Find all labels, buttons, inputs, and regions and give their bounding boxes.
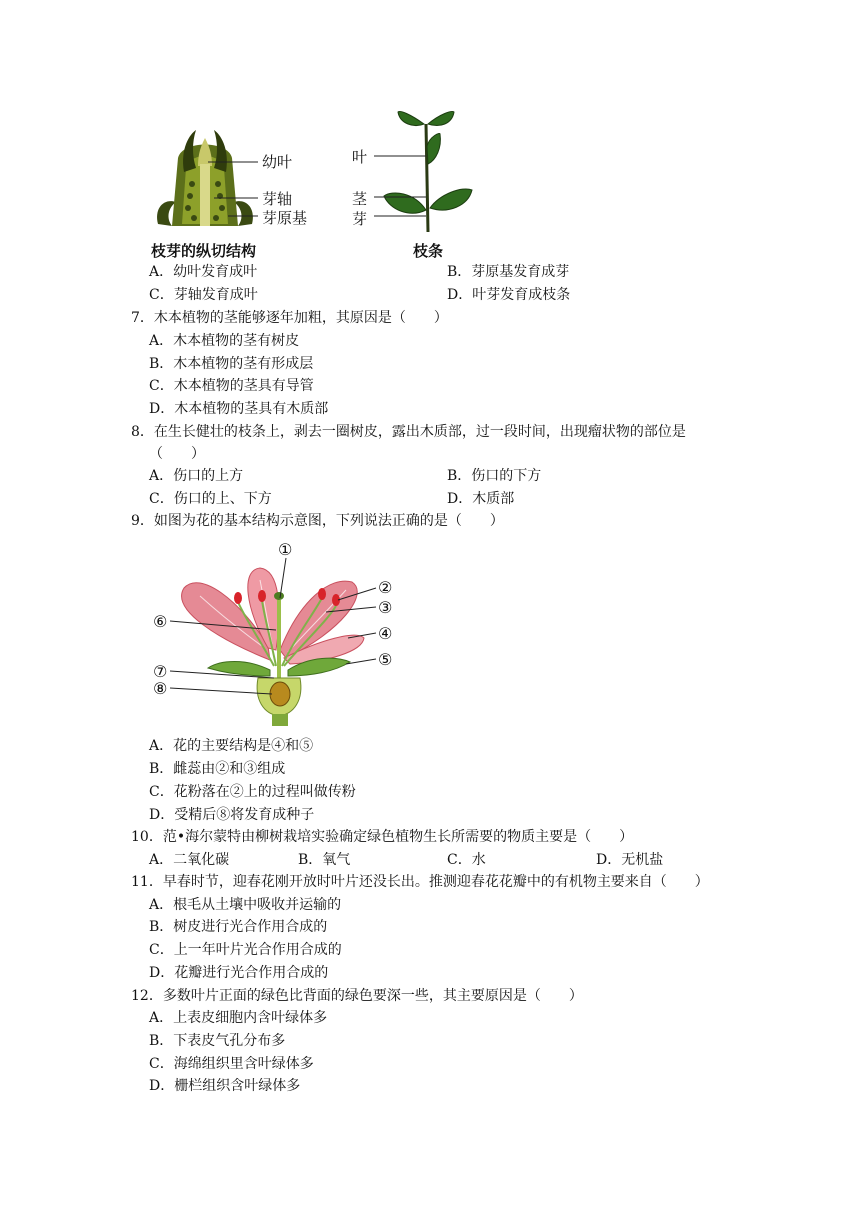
caption-bud-section: 枝芽的纵切结构 [151,242,257,260]
q9-option-d: D．受精后⑧将发育成种子 [149,807,315,823]
flower-number-1: ① [278,540,293,559]
q9-option-a: A．花的主要结构是④和⑤ [149,738,314,754]
q11-option-c: C．上一年叶片光合作用合成的 [149,942,342,958]
q7-option-c: C．木本植物的茎具有导管 [149,378,314,394]
q8-option-a: A．伤口的上方 [149,468,244,484]
flower-number-7: ⑦ [153,662,168,681]
q11-stem: 11．早春时节，迎春花刚开放时叶片还没长出。推测迎春花花瓣中的有机物主要来自（ ） [131,874,709,890]
q11-option-a: A．根毛从土壤中吸收并运输的 [149,897,342,913]
bud-leader-lines [200,150,260,222]
flower-leader-lines [150,540,400,726]
label-stem: 茎 [352,190,368,208]
q9-option-b: B．雌蕊由②和③组成 [149,761,286,777]
q6-option-b: B．芽原基发育成芽 [447,264,570,280]
q9-stem: 9．如图为花的基本结构示意图，下列说法正确的是（ ） [131,513,504,529]
label-bud-axis: 芽轴 [262,190,293,208]
q10-option-b: B．氧气 [298,852,351,868]
q7-stem: 7．木本植物的茎能够逐年加粗，其原因是（ ） [131,310,448,326]
q11-option-b: B．树皮进行光合作用合成的 [149,919,328,935]
q12-option-d: D．栅栏组织含叶绿体多 [149,1078,301,1094]
flower-number-2: ② [378,578,393,597]
q12-option-a: A．上表皮细胞内含叶绿体多 [149,1010,328,1026]
q12-option-c: C．海绵组织里含叶绿体多 [149,1056,314,1072]
q10-option-d: D．无机盐 [596,852,664,868]
label-bud: 芽 [352,210,368,228]
q8-option-c: C．伤口的上、下方 [149,491,272,507]
branch-illustration [370,106,480,234]
q8-stem-continued: （ ） [149,446,205,462]
q7-option-d: D．木本植物的茎具有木质部 [149,401,329,417]
q6-option-a: A．幼叶发育成叶 [149,264,258,280]
label-leaf: 叶 [352,148,368,166]
q9-option-c: C．花粉落在②上的过程叫做传粉 [149,784,356,800]
caption-branch: 枝条 [413,242,444,260]
flower-number-4: ④ [378,624,393,643]
q12-option-b: B．下表皮气孔分布多 [149,1033,286,1049]
q8-option-b: B．伤口的下方 [447,468,542,484]
q10-stem: 10．范•海尔蒙特由柳树栽培实验确定绿色植物生长所需要的物质主要是（ ） [131,829,634,845]
label-bud-primordium: 芽原基 [262,209,308,227]
q12-stem: 12．多数叶片正面的绿色比背面的绿色要深一些，其主要原因是（ ） [131,988,583,1004]
q10-option-a: A．二氧化碳 [149,852,230,868]
label-young-leaf: 幼叶 [262,153,293,171]
flower-number-8: ⑧ [153,679,168,698]
q6-option-c: C．芽轴发育成叶 [149,287,258,303]
flower-number-6: ⑥ [153,612,168,631]
q8-option-d: D．木质部 [447,491,515,507]
flower-number-5: ⑤ [378,650,393,669]
flower-number-3: ③ [378,598,393,617]
q6-option-d: D．叶芽发育成枝条 [447,287,571,303]
q8-stem: 8．在生长健壮的枝条上，剥去一圈树皮，露出木质部，过一段时间，出现瘤状物的部位是 [131,424,686,440]
q10-option-c: C．水 [447,852,486,868]
q11-option-d: D．花瓣进行光合作用合成的 [149,965,329,981]
q7-option-a: A．木本植物的茎有树皮 [149,333,300,349]
q7-option-b: B．木本植物的茎有形成层 [149,356,314,372]
